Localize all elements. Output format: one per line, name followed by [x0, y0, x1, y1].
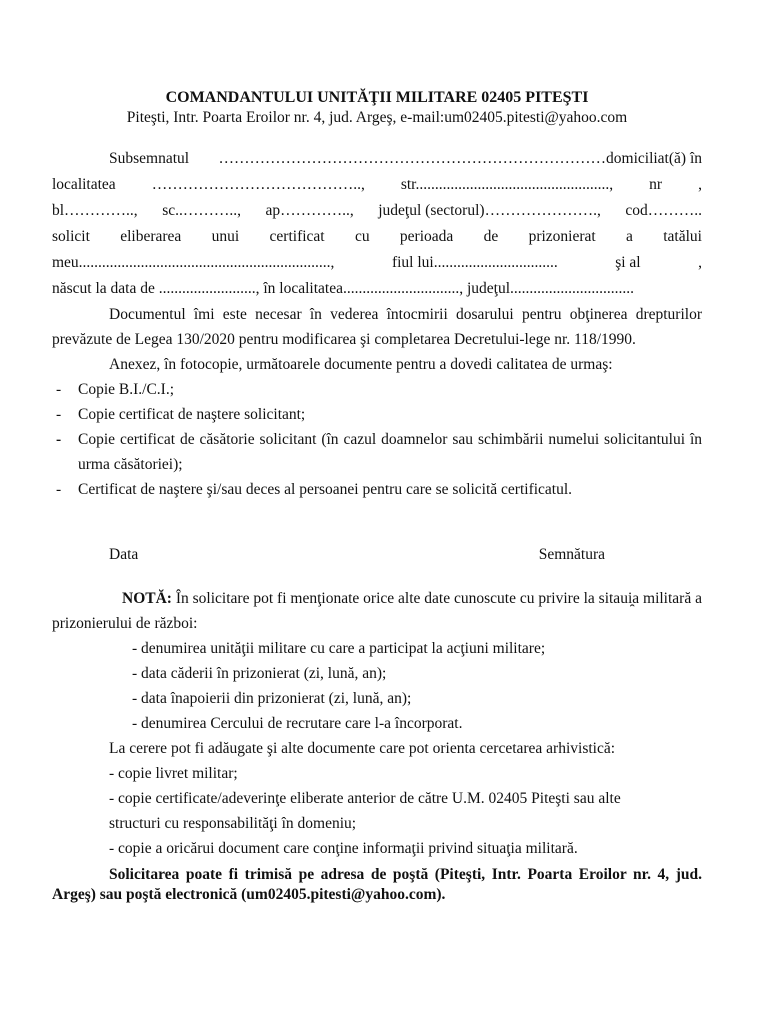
field-apartament: ap………….., — [265, 202, 354, 219]
label-subsemnatul: Subsemnatul — [109, 150, 190, 167]
note-text: În solicitare pot fi menţionate orice alte date cunoscute cu privire la sitaui̯a militară a prizonierului de război: — [52, 590, 702, 632]
form-row-locality — [52, 172, 702, 198]
list-dash: - — [56, 406, 62, 423]
word: solicit — [52, 228, 90, 245]
document-body — [52, 88, 702, 905]
extra-item: - copie livret militar; — [109, 765, 238, 782]
word: a — [626, 228, 633, 245]
field-judet: judeţul (sectorul)…………………., — [378, 202, 601, 219]
word: cu — [354, 228, 370, 245]
field-father-name: meu................................................................., — [52, 254, 335, 271]
note-item: - data căderii în prizonierat (zi, lună, an); — [132, 665, 387, 682]
field-scara: sc..……….., — [162, 202, 241, 219]
extra-item: - copie certificate/adeverinţe eliberate anterior de către U.M. 02405 Piteşti sau alte — [109, 790, 621, 807]
document-address: Piteşti, Intr. Poarta Eroilor nr. 4, jud. Argeş, e-mail:um02405.pitesti@yahoo.com — [126, 109, 628, 126]
note-paragraph — [52, 586, 702, 636]
word: eliberarea — [120, 228, 182, 245]
list-dash: - — [56, 481, 62, 498]
annex-intro: Anexez, în fotocopie, următoarele documente pentru a dovedi calitatea de urmaş: — [109, 356, 613, 373]
field-localitatea: ………………………………….., — [151, 176, 365, 193]
date-label: Data — [109, 546, 139, 563]
annex-list — [52, 377, 702, 502]
form-row-request — [52, 224, 702, 250]
form-row-birth — [52, 276, 702, 302]
note-label: NOTĂ: — [122, 590, 172, 607]
field-strada: str.................................................., — [400, 176, 614, 193]
final-instructions: Solicitarea poate fi trimisă pe adresa de poştă (Piteşti, Intr. Poarta Eroilor nr. 4, jud. Argeş) sau poştă electronică (um02405.pitesti@yahoo.com). — [52, 866, 702, 903]
label-nr: nr — [649, 176, 663, 193]
field-bloc: bl………….., — [52, 202, 138, 219]
purpose-paragraph: Documentul îmi este necesar în vederea întocmirii dosarului pentru obţinerea drepturilor prevăzute de Legea 130/2020 pentru modificarea şi completarea Decretului-lege nr. 118/1990. — [52, 306, 702, 348]
form-row-name — [52, 146, 702, 172]
field-cod: cod……….. — [625, 202, 702, 219]
document-title: COMANDANTULUI UNITĂŢII MILITARE 02405 PITEŞTI — [165, 89, 589, 106]
field-birth-county: judeţul................................ — [466, 280, 635, 297]
field-son-of: fiul lui................................ — [391, 254, 558, 271]
list-item: - Copie certificat de căsătorie solicitant (în cazul doamnelor sau schimbării numelui solicitantului în urma căsătoriei); — [52, 427, 702, 477]
form-row-address — [52, 198, 702, 224]
note-item: - denumirea Cercului de recrutare care l-a încorporat. — [132, 715, 463, 732]
signature-row — [52, 542, 702, 567]
field-birth-locality: în localitatea.............................., — [263, 280, 464, 297]
word: prizonierat — [528, 228, 596, 245]
comma: , — [698, 254, 702, 271]
list-item: - Copie certificat de naştere solicitant; — [52, 402, 702, 427]
signature-label: Semnătura — [538, 546, 605, 563]
extra-intro: La cerere pot fi adăugate şi alte documente care pot orienta cercetarea arhivistică: — [109, 740, 616, 757]
word: tatălui — [663, 228, 702, 245]
extra-item: - copie a oricărui document care conţine informaţii privind situaţia militară. — [109, 840, 578, 857]
label-localitatea: localitatea — [52, 176, 116, 193]
note-item: - data înapoierii din prizonierat (zi, lună, an); — [132, 690, 412, 707]
list-item: - Copie B.I./C.I.; — [52, 377, 702, 402]
request-form — [52, 146, 702, 302]
form-row-father — [52, 250, 702, 276]
extra-item: structuri cu responsabilităţi în domeniu; — [109, 815, 357, 832]
comma: , — [698, 176, 702, 193]
label-si-al: şi al — [615, 254, 641, 271]
word: unui — [211, 228, 240, 245]
list-item: - Certificat de naştere şi/sau deces al persoanei pentru care se solicită certificatul. — [52, 477, 702, 502]
list-dash: - — [56, 431, 62, 448]
note-item: - denumirea unităţii militare cu care a participat la acţiuni militare; — [132, 640, 546, 657]
word: certificat — [269, 228, 325, 245]
field-birth-date: născut la data de ........................., — [52, 280, 260, 297]
word: perioada — [399, 228, 454, 245]
field-name-domiciliu: …………………………………………………………………domiciliat(ă) în — [218, 150, 702, 167]
word: de — [483, 228, 499, 245]
list-dash: - — [56, 381, 62, 398]
